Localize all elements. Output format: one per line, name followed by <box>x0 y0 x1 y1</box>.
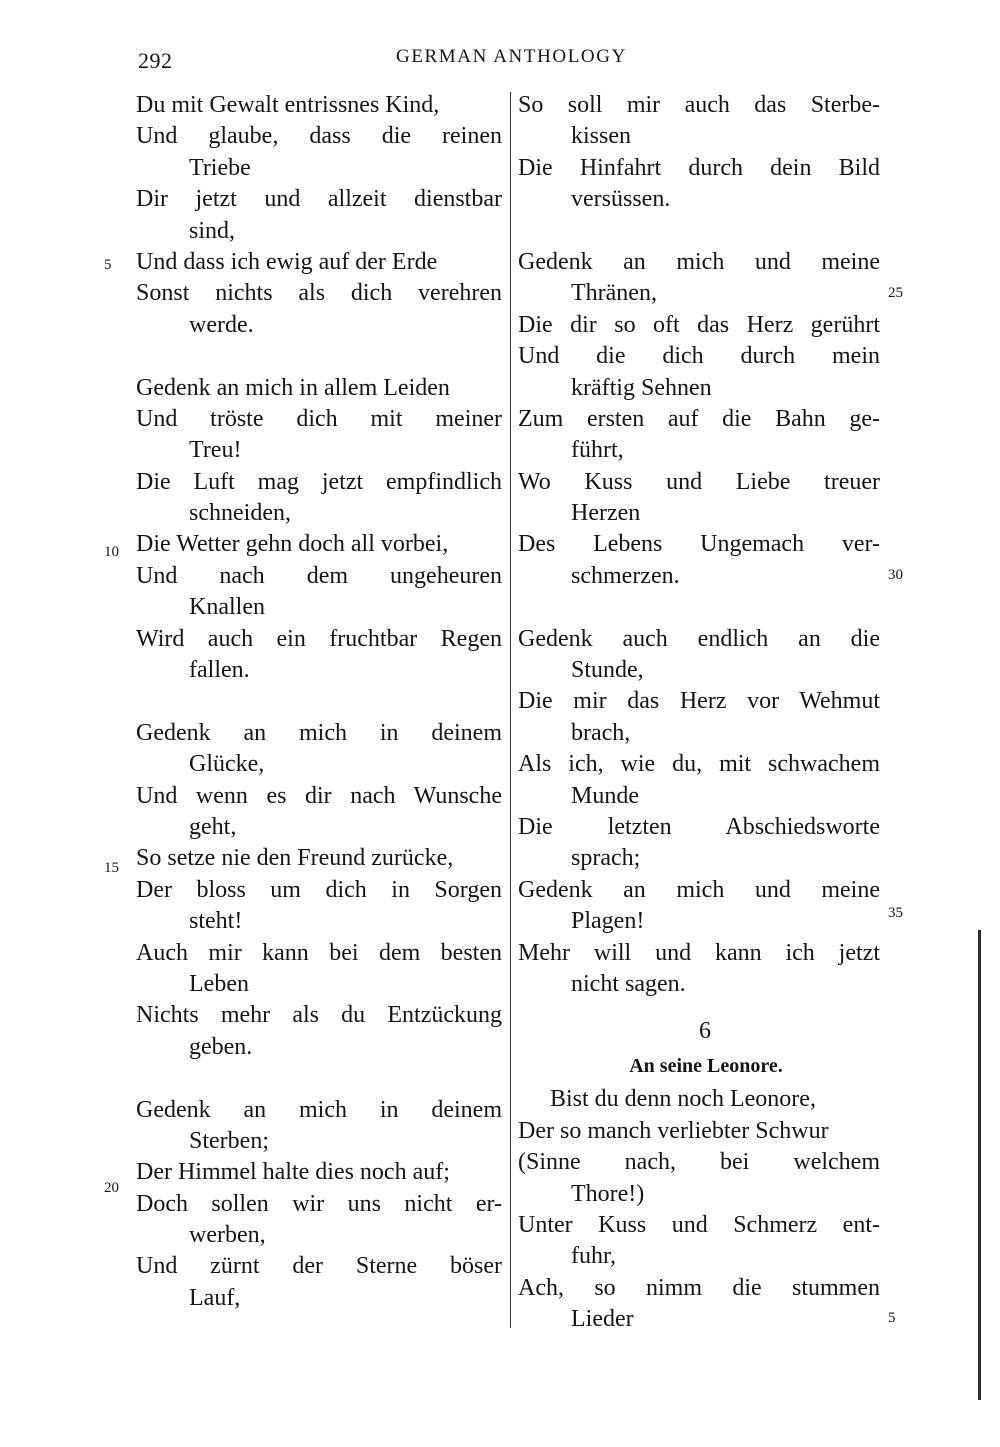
verse-line: Und wenn es dir nach Wunsche <box>136 782 502 809</box>
verse-line: So soll mir auch das Sterbe- <box>518 92 880 118</box>
verse-line: Lieder <box>571 1306 634 1333</box>
line-number: 10 <box>104 544 119 560</box>
verse-line: Herzen <box>571 500 641 527</box>
line-number: 15 <box>104 860 119 876</box>
page-edge-shadow <box>978 930 981 1400</box>
page-header <box>0 44 1000 76</box>
verse-line: Und glaube, dass die reinen <box>136 123 502 150</box>
line-number: 5 <box>888 1310 896 1326</box>
verse-line: schneiden, <box>189 500 291 527</box>
page-number: 292 <box>138 48 173 73</box>
column-divider <box>510 92 511 1328</box>
verse-line: Des Lebens Ungemach ver- <box>518 531 880 558</box>
verse-line: brach, <box>571 719 631 746</box>
verse-line: Gedenk an mich in deinem <box>136 1096 502 1123</box>
verse-line: Mehr will und kann ich jetzt <box>518 939 880 966</box>
verse-line: Gedenk an mich in allem Leiden <box>136 374 450 401</box>
verse-line: Die dir so oft das Herz gerührt <box>518 311 880 338</box>
verse-line: Glücke, <box>189 751 265 778</box>
verse-line: Der so manch verliebter Schwur <box>518 1117 829 1144</box>
verse-line: Die mir das Herz vor Wehmut <box>518 688 880 715</box>
stanza-gap <box>136 341 502 372</box>
verse-line: Unter Kuss und Schmerz ent- <box>518 1211 880 1238</box>
verse-line: Plagen! <box>571 908 645 935</box>
stanza-gap <box>518 216 880 247</box>
line-number: 35 <box>888 905 903 921</box>
verse-line: Und zürnt der Sterne böser <box>136 1253 502 1280</box>
line-number: 5 <box>104 257 112 273</box>
verse-line: Leben <box>189 970 249 997</box>
poem-number: 6 <box>699 1018 711 1045</box>
verse-line: Wird auch ein fruchtbar Regen <box>136 625 502 652</box>
verse-line: steht! <box>189 908 243 935</box>
running-head: GERMAN ANTHOLOGY <box>396 46 627 67</box>
verse-line: fuhr, <box>571 1243 617 1270</box>
verse-line: Gedenk an mich und meine <box>518 248 880 275</box>
verse-line: Lauf, <box>189 1284 241 1311</box>
verse-line: Auch mir kann bei dem besten <box>136 939 502 966</box>
verse-line: geht, <box>189 813 237 840</box>
verse-line: Doch sollen wir uns nicht er- <box>136 1190 502 1217</box>
verse-line: sind, <box>189 217 236 244</box>
right-column <box>518 90 880 1335</box>
verse-line: Wo Kuss und Liebe treuer <box>518 468 880 495</box>
line-number: 25 <box>888 285 903 301</box>
verse-line: Der Himmel halte dies noch auf; <box>136 1159 450 1186</box>
verse-line: sprach; <box>571 845 641 872</box>
verse-line: versüssen. <box>571 186 671 213</box>
verse-line: werde. <box>189 311 254 338</box>
verse-line: Stunde, <box>571 657 644 684</box>
verse-line: (Sinne nach, bei welchem <box>518 1149 880 1176</box>
verse-line: Gedenk an mich und meine <box>518 876 880 903</box>
verse-line: Bist du denn noch Leonore, <box>550 1086 816 1113</box>
verse-line: Und dass ich ewig auf der Erde <box>136 248 438 275</box>
verse-line: Dir jetzt und allzeit dienstbar <box>136 186 502 213</box>
verse-line: schmerzen. <box>571 562 680 589</box>
verse-line: Nichts mehr als du Entzückung <box>136 1002 502 1029</box>
verse-line: Ach, so nimm die stummen <box>518 1274 880 1301</box>
verse-line: führt, <box>571 437 624 464</box>
verse-line: Sterben; <box>189 1127 269 1154</box>
verse-line: Und tröste dich mit meiner <box>136 405 502 432</box>
verse-line: nicht sagen. <box>571 970 686 997</box>
verse-line: Du mit Gewalt entrissnes Kind, <box>136 92 440 118</box>
verse-line: Zum ersten auf die Bahn ge- <box>518 405 880 432</box>
stanza-gap <box>518 1000 880 1014</box>
verse-line: Die Wetter gehn doch all vorbei, <box>136 531 449 558</box>
verse-line: Triebe <box>189 154 251 181</box>
verse-line: kissen <box>571 123 631 150</box>
verse-line: Knallen <box>189 594 265 621</box>
verse-line: Munde <box>571 782 639 809</box>
verse-line: Die Hinfahrt durch dein Bild <box>518 154 880 181</box>
verse-line: kräftig Sehnen <box>571 374 712 401</box>
verse-line: geben. <box>189 1033 253 1060</box>
poem-title: An seine Leonore. <box>629 1055 783 1078</box>
left-column <box>136 90 502 1314</box>
stanza-gap <box>136 1063 502 1094</box>
verse-line: Der bloss um dich in Sorgen <box>136 876 502 903</box>
stanza-gap <box>518 592 880 623</box>
verse-line: Thore!) <box>571 1180 645 1207</box>
verse-line: Als ich, wie du, mit schwachem <box>518 751 880 778</box>
verse-line: Gedenk an mich in deinem <box>136 719 502 746</box>
verse-line: Treu! <box>189 437 242 464</box>
verse-line: Gedenk auch endlich an die <box>518 625 880 652</box>
verse-line: Sonst nichts als dich verehren <box>136 280 502 307</box>
verse-line: Die Luft mag jetzt empfindlich <box>136 468 502 495</box>
verse-line: Thränen, <box>571 280 657 307</box>
verse-line: Die letzten Abschiedsworte <box>518 813 880 840</box>
verse-line: So setze nie den Freund zurücke, <box>136 845 454 872</box>
verse-line: Und nach dem ungeheuren <box>136 562 502 589</box>
verse-line: Und die dich durch mein <box>518 343 880 370</box>
verse-line: fallen. <box>189 657 250 684</box>
stanza-gap <box>136 686 502 717</box>
line-number: 30 <box>888 567 903 583</box>
line-number: 20 <box>104 1180 119 1196</box>
verse-line: werben, <box>189 1222 266 1249</box>
